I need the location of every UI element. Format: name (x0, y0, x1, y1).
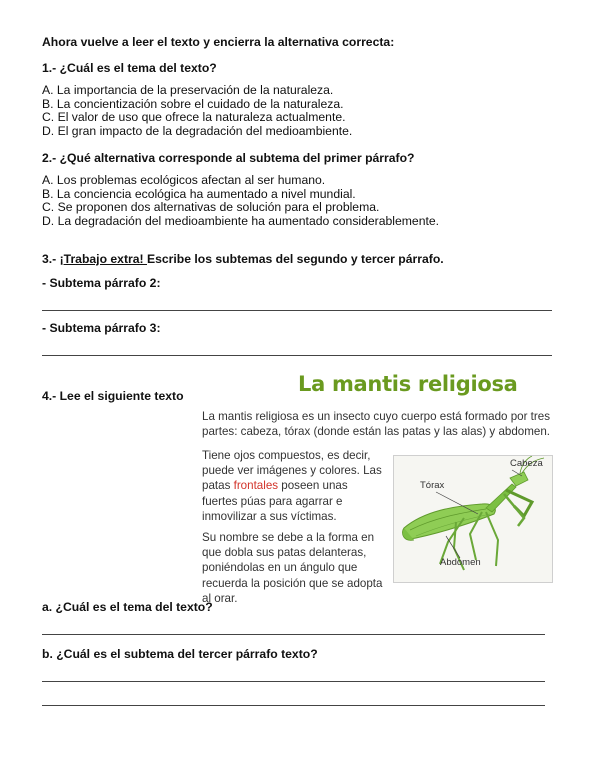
reading-paragraph-2 (202, 448, 384, 524)
question-1-options (42, 84, 352, 138)
paragraph-2-start: Tiene ojos compuestos, es decir, puede ver imágenes y colores. Las patas (202, 449, 382, 493)
instruction-text: Ahora vuelve a leer el texto y encierra la alternativa correcta: (42, 35, 395, 49)
option-1b[interactable]: B. La concientización sobre el cuidado de la naturaleza. (42, 96, 344, 111)
question-2: 2.- ¿Qué alternativa corresponde al subtema del primer párrafo? (42, 151, 415, 165)
question-3-text: Escribe los subtemas del segundo y tercer párrafo. (146, 252, 444, 266)
subtheme-3-label: - Subtema párrafo 3: (42, 321, 161, 335)
subtheme-2-label: - Subtema párrafo 2: (42, 276, 161, 290)
option-2a[interactable]: A. Los problemas ecológicos afectan al ser humano. (42, 173, 326, 187)
question-a: a. ¿Cuál es el tema del texto? (42, 600, 213, 614)
answer-line-subtheme-3[interactable] (42, 355, 552, 356)
option-2d[interactable]: D. La degradación del medioambiente ha aumentado considerablemente. (42, 213, 440, 228)
question-3-prefix: 3.- (42, 252, 60, 266)
answer-line-b-1[interactable] (42, 681, 545, 682)
option-1c[interactable]: C. El valor de uso que ofrece la naturaleza actualmente. (42, 110, 346, 125)
question-3 (42, 252, 444, 267)
option-1d[interactable]: D. El gran impacto de la degradación del medioambiente. (42, 123, 353, 138)
highlight-word: frontales (233, 479, 279, 493)
label-head: Cabeza (510, 458, 543, 469)
reading-paragraph-3: Su nombre se debe a la forma en que dobla sus patas delanteras, poniéndolas en un ángulo que recuerda la posición que se adopta al orar. (202, 531, 383, 605)
option-1a[interactable]: A. La importancia de la preservación de la naturaleza. (42, 83, 334, 97)
question-1: 1.- ¿Cuál es el tema del texto? (42, 61, 217, 75)
question-2-options (42, 174, 439, 228)
paragraph-2-end: poseen unas fuertes púas para agarrar e inmovilizar a sus víctimas. (202, 479, 348, 523)
option-2c[interactable]: C. Se proponen dos alternativas de solución para el problema. (42, 200, 380, 215)
answer-line-subtheme-2[interactable] (42, 310, 552, 311)
answer-line-b-2[interactable] (42, 705, 545, 706)
question-4: 4.- Lee el siguiente texto (42, 389, 184, 403)
extra-work-label: ¡Trabajo extra! (59, 252, 147, 266)
question-b: b. ¿Cuál es el subtema del tercer párrafo texto? (42, 647, 318, 661)
mantis-illustration (393, 455, 553, 583)
label-abdomen: Abdomen (440, 557, 481, 568)
label-thorax: Tórax (420, 480, 445, 491)
answer-line-a[interactable] (42, 634, 545, 635)
reading-title: La mantis religiosa (298, 372, 518, 396)
option-2b[interactable]: B. La conciencia ecológica ha aumentado a nivel mundial. (42, 186, 356, 201)
reading-paragraph-1: La mantis religiosa es un insecto cuyo cuerpo está formado por tres partes: cabeza, tórax (donde están las patas y las alas) y abdomen. (202, 410, 551, 439)
